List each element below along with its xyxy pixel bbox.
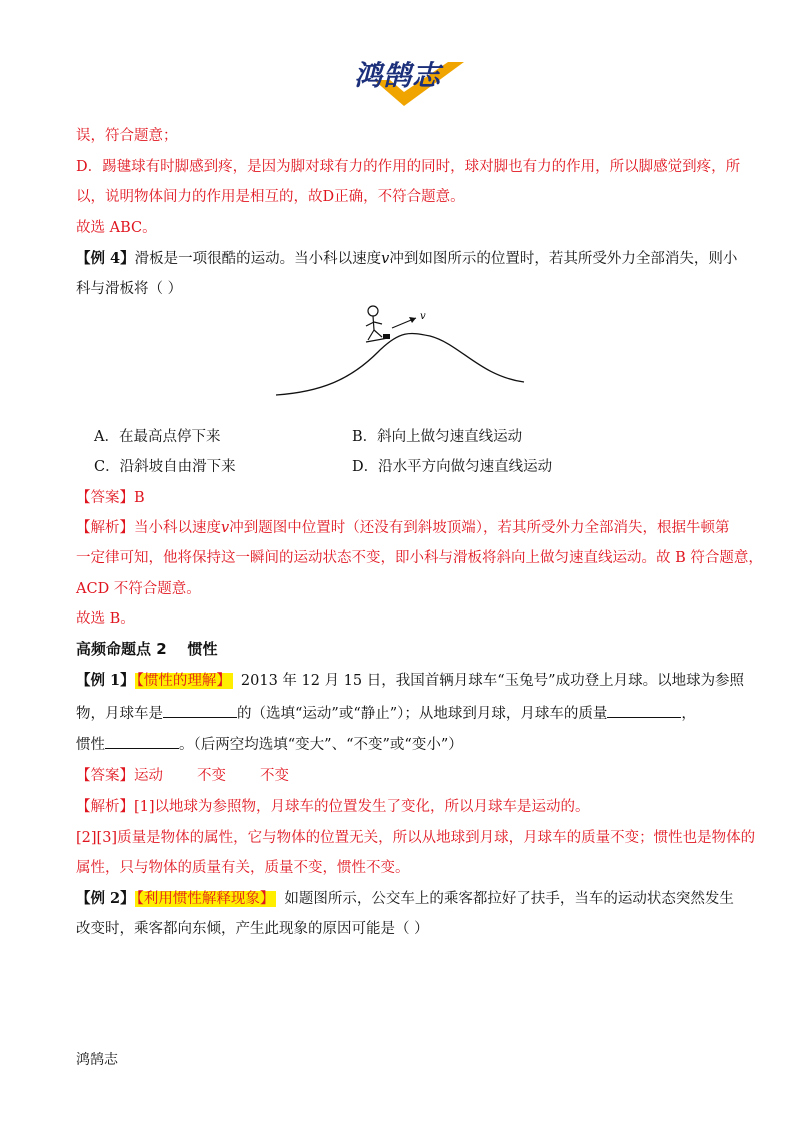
ex2-line1: 【例 2】 【利用惯性解释现象】 如题图所示，公交车上的乘客都拉好了扶手，当车的运动状态突然发生 — [76, 890, 734, 907]
skateboard-icon — [383, 334, 390, 339]
example4-analysis-line1: 【解析】当小科以速度v冲到题图中位置时（还没有到斜坡顶端），若其所受外力全部消失，根据牛顿第 — [76, 520, 730, 536]
ex1-analysis-line2: [2][3]质量是物体的属性，它与物体的位置无关，所以从地球到月球，月球车的质量不变；惯性也是物体的 — [76, 830, 756, 846]
prev-line-2: D．踢毽球有时脚感到疼，是因为脚对球有力的作用的同时，球对脚也有力的作用，所以脚感觉到疼，所 — [76, 159, 741, 175]
option-b: B．斜向上做匀速直线运动 — [352, 429, 523, 445]
answer-2: 不变 — [197, 768, 226, 784]
example4-question-line2: 科与滑板将（ ） — [76, 281, 183, 297]
section-title: 高频命题点 2 惯性 — [76, 640, 218, 658]
option-c: C．沿斜坡自由滑下来 — [94, 459, 236, 475]
footer-text: 鸿鹄志 — [76, 1052, 118, 1068]
answer-1: 运动 — [134, 768, 163, 784]
blank-1 — [163, 703, 237, 718]
option-d: D．沿水平方向做匀速直线运动 — [352, 459, 553, 475]
logo — [352, 48, 468, 108]
example4-answer: 【答案】B — [76, 490, 145, 506]
example4-question-line1: 【例 4】滑板是一项很酷的运动。当小科以速度v冲到如图所示的位置时，若其所受外力全部消失，则小 — [76, 250, 738, 267]
blank-3 — [105, 734, 179, 749]
ex1-line2: 物，月球车是 的（选填“运动”或“静止”）；从地球到月球，月球车的质量 ， — [76, 702, 696, 723]
logo-text: 鸿鹄志 — [354, 59, 442, 92]
example4-choose: 故选 B。 — [76, 611, 135, 627]
ex2-label: 【例 2】 — [76, 890, 135, 907]
ex1-analysis-line1: 【解析】[1]以地球为参照物，月球车的位置发生了变化，所以月球车是运动的。 — [76, 799, 590, 815]
hill-curve — [276, 333, 524, 395]
ex1-tag: 【惯性的理解】 — [136, 673, 231, 689]
ex2-line2: 改变时，乘客都向东倾，产生此现象的原因可能是（ ） — [76, 921, 429, 937]
prev-choose: 故选 ABC。 — [76, 220, 157, 236]
ex2-tag: 【利用惯性解释现象】 — [136, 891, 275, 907]
answer-3: 不变 — [260, 768, 289, 784]
ex1-line3: 惯性 。（后两空均选填“变大”、“不变”或“变小”） — [76, 733, 463, 754]
blank-2 — [607, 703, 681, 718]
ex1-analysis-line3: 属性，只与物体的质量有关，质量不变，惯性不变。 — [76, 860, 410, 876]
prev-line-3: 以，说明物体间力的作用是相互的，故D正确，不符合题意。 — [76, 189, 465, 205]
analysis-label: 【解析】 — [76, 520, 134, 536]
ex1-answer: 【答案】运动 不变 不变 — [76, 768, 289, 784]
example4-analysis-line3: ACD 不符合题意。 — [76, 581, 201, 597]
option-a: A．在最高点停下来 — [94, 429, 221, 445]
ex1-label: 【例 1】 — [76, 672, 135, 689]
ex1-line1: 【例 1】 【惯性的理解】 2013 年 12 月 15 日，我国首辆月球车“玉兔号”成功登上月球。以地球为参照 — [76, 672, 745, 689]
example4-label: 【例 4】 — [76, 250, 135, 267]
example4-analysis-line2: 一定律可知，他将保持这一瞬间的运动状态不变，即小科与滑板将斜向上做匀速直线运动。故 B 符合题意， — [76, 550, 763, 566]
prev-line-1: 误，符合题意； — [76, 128, 178, 144]
velocity-var: v — [381, 251, 390, 267]
velocity-arrow-label: v — [420, 311, 426, 322]
skateboard-hill-figure — [270, 300, 530, 400]
